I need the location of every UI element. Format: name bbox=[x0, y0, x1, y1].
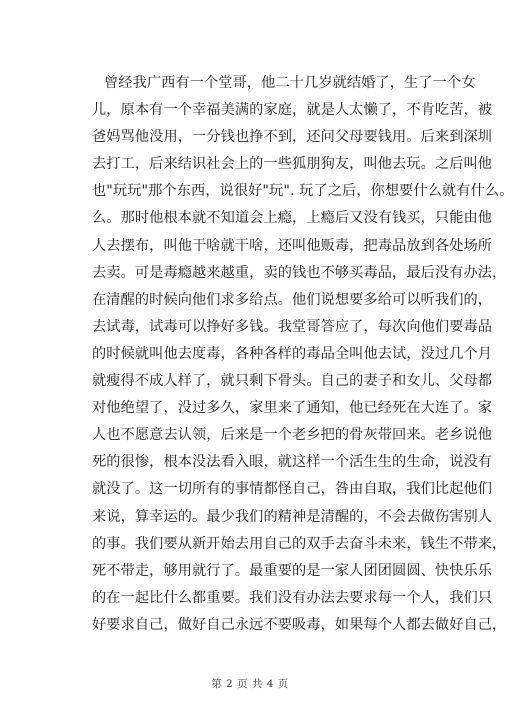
text-line: 死不带走，够用就行了。最重要的是一家人团团圆圆、快快乐乐 bbox=[92, 562, 493, 579]
text-line: 在清醒的时候向他们求多给点。他们说想要多给可以听我们的， bbox=[92, 291, 493, 308]
text-line: 的在一起比什么都重要。我们没有办法去要求每一个人，我们只 bbox=[92, 589, 493, 606]
text-line: 的事。我们要从新开始去用自己的双手去奋斗未来，钱生不带来， bbox=[92, 535, 507, 552]
text-line: 人也不愿意去认领，后来是一个老乡把的骨灰带回来。老乡说他 bbox=[92, 427, 493, 444]
text-line: 的时候就叫他去度毒，各种各样的毒品全叫他去试，没过几个月 bbox=[92, 345, 493, 362]
text-line: 爸妈骂他没用，一分钱也挣不到，还问父母要钱用。后来到深圳 bbox=[92, 129, 493, 146]
text-line: 么。那时他根本就不知道会上瘾，上瘾后又没有钱买，只能由他 bbox=[92, 210, 493, 227]
text-line: 去卖。可是毒瘾越来越重，卖的钱也不够买毒品，最后没有办法， bbox=[92, 264, 507, 281]
text-line: 也"玩玩"那个东西，说很好"玩". 玩了之后，你想要什么就有什么。 bbox=[92, 183, 514, 200]
text-line: 去试毒，试毒可以挣好多钱。我堂哥答应了，每次向他们要毒品 bbox=[92, 318, 493, 335]
text-line: 去打工，后来结识社会上的一些狐朋狗友，叫他去玩。之后叫他 bbox=[92, 156, 493, 173]
text-line: 好要求自己，做好自己永远不要吸毒，如果每个人都去做好自己， bbox=[92, 616, 507, 633]
text-line: 死的很惨，根本没法看入眼，就这样一个活生生的生命，说没有 bbox=[92, 454, 493, 471]
text-line: 对他绝望了，没过多久，家里来了通知，他已经死在大连了。家 bbox=[92, 400, 493, 417]
text-line: 儿，原本有一个幸福美满的家庭，就是人太懒了，不肯吃苦，被 bbox=[92, 102, 493, 119]
text-line: 人去摆布，叫他干啥就干啥，还叫他贩毒，把毒品放到各处场所 bbox=[92, 237, 493, 254]
text-line: 就瘦得不成人样了，就只剩下骨头。自己的妻子和女儿、父母都 bbox=[92, 373, 493, 390]
body-paragraph bbox=[92, 70, 514, 639]
text-line: 来说，算幸运的。最少我们的精神是清醒的，不会去做伤害别人 bbox=[92, 508, 493, 525]
text-line: 曾经我广西有一个堂哥，他二十几岁就结婚了，生了一个女 bbox=[104, 75, 476, 91]
text-line: 就没了。这一切所有的事情都怪自己，咎由自取，我们比起他们 bbox=[92, 481, 493, 498]
page-number-footer: 第 2 页 共 4 页 bbox=[211, 678, 289, 690]
